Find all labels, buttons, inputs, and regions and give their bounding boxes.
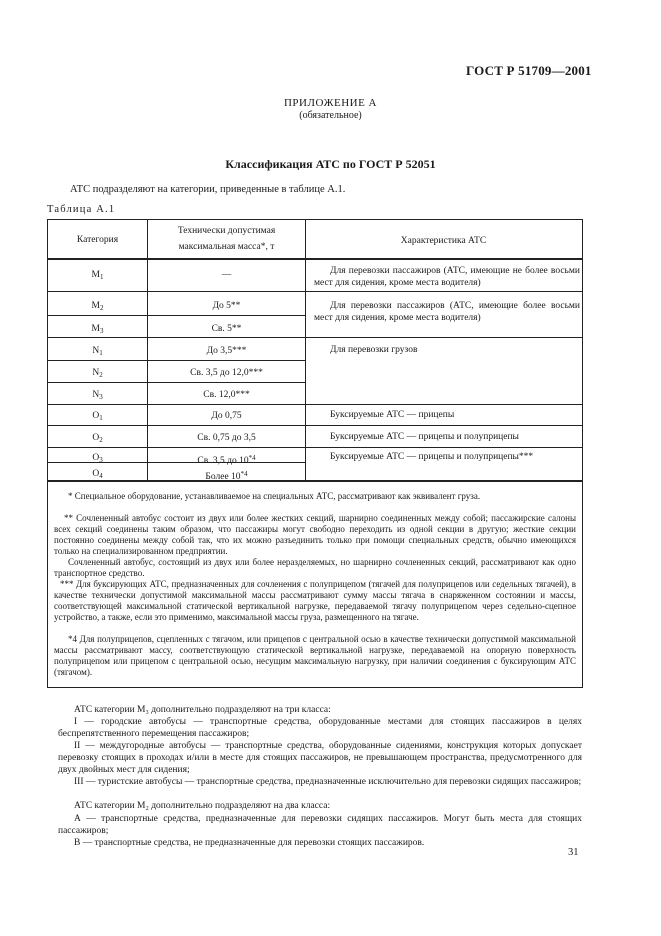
mass-cell: До 0,75 [211,411,242,421]
header-mass-line1: Технически допустимая [177,226,276,236]
body-paragraph: А — транспортные средства, предназначенные для перевозки сидящих пассажиров. Могут быть места для стоящих пассажиров; [58,814,582,836]
category-cell: $M_1$ [91,270,104,281]
characteristic-cell: Для перевозки пассажиров (АТС, имеющие более восьми мест для сидения, кроме места водителя) [314,301,580,323]
table-label: Таблица А.1 [47,204,116,215]
footnote-2-note: Сочлененный автобус, состоящий из двух или более неразделяемых, но шарнирно сочлененных секций, рассматривают как одно транспортное средство. [54,557,576,578]
mass-cell: Св. 5** [211,324,242,334]
category-cell: $O_3$ [92,453,103,464]
mass-cell: Св. 3,5 до 10$^{*4}$ [197,454,256,466]
body-paragraph: II — междугородные автобусы — транспортные средства, оборудованные сидениями, конструкция которых допускает перевозку стоящих в проходах и/или в месте для стоящих пассажиров, не превышающем пространства, предусмотренного для двух двойных мест для сидения; [58,741,582,775]
body-paragraph: В — транспортные средства, не предназначенные для перевозки стоящих пассажиров. [74,838,425,848]
intro-text: АТС подразделяют на категории, приведенные в таблице А.1. [70,184,346,195]
category-cell: $N_1$ [92,346,103,357]
body-paragraph: АТС категории M₂ дополнительно подразделяют на два класса: [74,801,331,811]
characteristic-cell: Для перевозки грузов [330,345,418,355]
header-mass-line2: максимальная масса*, т [178,242,275,252]
body-paragraph: АТС категории M₃ дополнительно подразделяют на три класса: [74,705,331,715]
row-line [48,425,582,426]
row-line [48,404,582,405]
category-cell: $O_2$ [92,433,103,444]
footnote-3: *** Для буксирующих АТС, предназначенных для сочленения с полуприцепом (тягачей для полуприцепов или седельных тягачей), в качестве технически допустимой максимальной массы рассматривают сумму массы тягача в снаряженном состоянии и массы, соответствующей максимальной статической вертикальной нагрузке, передаваемой тягачу полуприцепом через седельно-сцепное устройство, а также, если это применимо, максимальной массы груза, размещенного на тягаче. [54,579,576,622]
body-paragraph: I — городские автобусы — транспортные средства, оборудованные местами для стоящих пассажиров в целях беспрепятственного перемещения пассажиров; [58,717,582,739]
table-header-line [48,258,582,260]
characteristic-cell: Для перевозки пассажиров (АТС, имеющие не более восьми мест для сидения, кроме места водителя) [314,266,580,288]
row-line [48,337,582,338]
header-characteristic: Характеристика АТС [400,236,487,246]
characteristic-cell: Буксируемые АТС — прицепы [330,410,455,420]
category-cell: $O_1$ [92,411,103,422]
category-cell: $N_2$ [92,368,103,379]
column-divider-2 [305,220,306,480]
category-cell: $O_4$ [92,469,103,480]
document-title: Классификация АТС по ГОСТ Р 52051 [225,157,436,171]
page-number: 31 [568,847,579,858]
characteristic-cell: Буксируемые АТС — прицепы и полуприцепы*** [330,452,534,462]
mass-cell: Св. 3,5 до 12,0*** [190,368,263,378]
appendix-subtitle: (обязательное) [299,110,362,121]
category-cell: $M_3$ [91,324,104,335]
mass-cell: Св. 12,0*** [203,390,250,400]
row-line [48,360,305,361]
row-line [48,315,305,316]
footnote-4: *4 Для полуприцепов, сцепленных с тягачом, или прицепов с центральной осью в качестве технически допустимой максимальной массы рассматривают массу, соответствующую статической вертикальной нагрузке, передаваемой на опорную поверхность полуприцепом или прицепом с центральной осью, несущим максимальную нагрузку, при наличии соединения с буксирующим АТС (тягачом). [54,634,576,677]
header-category: Категория [76,235,119,245]
category-cell: $N_3$ [92,390,103,401]
mass-cell: Св. 0,75 до 3,5 [197,433,256,443]
appendix-title: ПРИЛОЖЕНИЕ А [283,97,377,109]
footnote-2: ** Сочлененный автобус состоит из двух или более жестких секций, шарнирно соединенных между собой; пассажирские салоны всех секций соединены таким образом, что пассажиры могут свободно переходить из одной секции в другую; жесткие секции постоянно соединены между собой так, что их можно разъединить только при помощи специальных средств, обычно имеющихся только на специализированном предприятии. [54,513,576,556]
row-line [48,291,582,292]
classification-table [47,219,583,688]
standard-number: ГОСТ Р 51709—2001 [466,63,592,78]
category-cell: $M_2$ [91,301,104,312]
row-line [48,447,582,448]
mass-cell: До 5** [212,301,241,311]
row-line [48,382,305,383]
mass-cell: — [221,270,232,280]
mass-cell: Более 10$^{*4}$ [205,470,248,482]
footnote-1: * Специальное оборудование, устанавливаемое на специальных АТС, рассматривают как эквивалент груза. [68,491,481,501]
body-paragraph: III — туристские автобусы — транспортные средства, предназначенные исключительно для перевозки сидящих пассажиров; [74,777,582,787]
mass-cell: До 3,5*** [206,346,247,356]
characteristic-cell: Буксируемые АТС — прицепы и полуприцепы [330,432,519,442]
